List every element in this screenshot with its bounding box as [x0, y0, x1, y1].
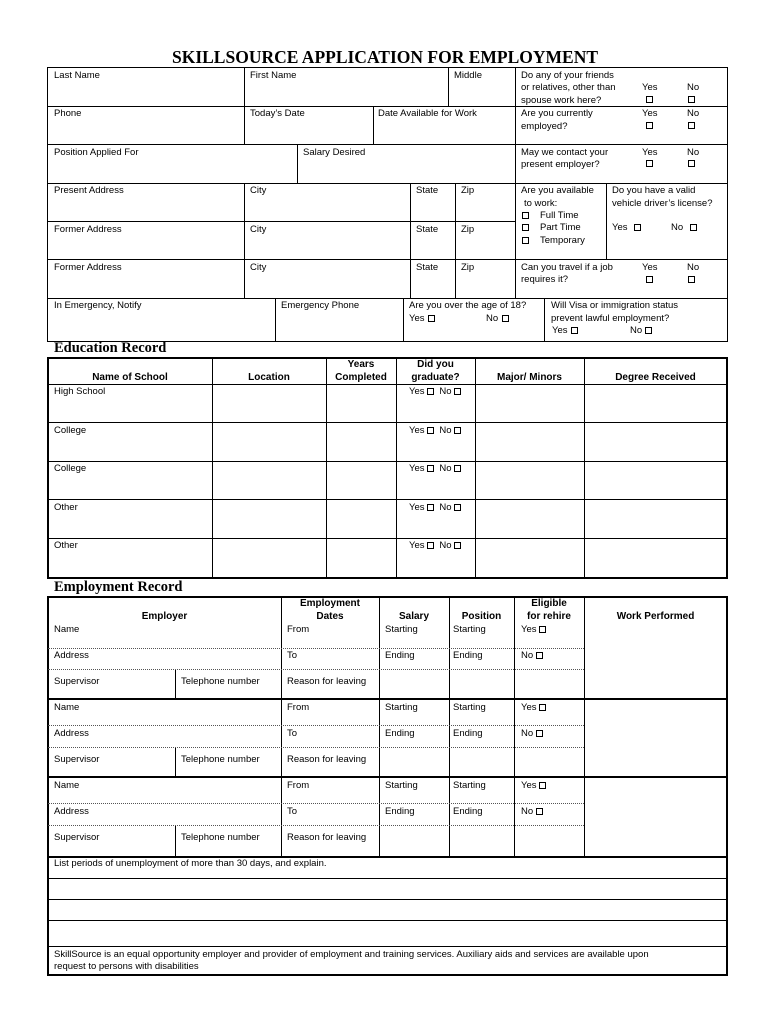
school-row-label: High School: [54, 386, 106, 397]
license-yes-checkbox[interactable]: [634, 224, 641, 231]
rehire-yes-option: [521, 780, 546, 793]
yes-label: Yes: [409, 313, 425, 324]
col-graduate: graduate?: [411, 372, 460, 383]
city-label: City: [250, 224, 267, 235]
col-employment: Employment: [299, 598, 360, 609]
yes-label: Yes: [552, 325, 568, 336]
graduated-option: [409, 425, 461, 438]
employed-question-line2: employed?: [521, 121, 568, 132]
travel-no-checkbox[interactable]: [688, 276, 695, 283]
col-employer: Employer: [141, 611, 188, 622]
no-label: No: [439, 502, 452, 513]
full-time-label: Full Time: [540, 210, 579, 221]
visa-question: Will Visa or immigration status: [551, 300, 679, 311]
full-time-checkbox[interactable]: [522, 212, 529, 219]
no-label: No: [521, 806, 534, 817]
reason-leaving-label: Reason for leaving: [287, 676, 367, 687]
to-label: To: [287, 728, 298, 739]
school-row-label: Other: [54, 540, 78, 551]
age-yes-checkbox[interactable]: [428, 315, 435, 322]
first-name-label: First Name: [250, 70, 297, 81]
col-for-rehire: for rehire: [527, 611, 571, 622]
rehire-yes-option: [521, 702, 546, 715]
no-label: No: [439, 463, 452, 474]
yes-label: Yes: [612, 222, 628, 233]
friends-question: Do any of your friends: [521, 70, 614, 81]
age-question: Are you over the age of 18?: [409, 300, 527, 311]
license-question: Do you have a valid: [612, 185, 696, 196]
state-label: State: [416, 224, 439, 235]
school-row-label: College: [54, 425, 87, 436]
unemployment-instructions: List periods of unemployment of more than 30 days, and explain.: [54, 858, 327, 869]
no-label: No: [439, 386, 452, 397]
starting-position-label: Starting: [453, 624, 486, 635]
no-label: No: [439, 540, 452, 551]
yes-label: Yes: [409, 540, 425, 551]
graduated-no-checkbox[interactable]: [454, 427, 461, 434]
employed-no-checkbox[interactable]: [688, 122, 695, 129]
rehire-no-option: [521, 806, 543, 819]
zip-label: Zip: [461, 185, 475, 196]
page-title: SKILLSOURCE APPLICATION FOR EMPLOYMENT: [171, 47, 599, 67]
rehire-yes-option: [521, 624, 546, 637]
yes-label: Yes: [642, 108, 658, 119]
rehire-yes-checkbox[interactable]: [539, 782, 546, 789]
visa-yes-checkbox[interactable]: [571, 327, 578, 334]
employer-name-label: Name: [54, 702, 80, 713]
starting-salary-label: Starting: [385, 702, 418, 713]
todays-date-label: Today’s Date: [250, 108, 305, 119]
emergency-phone-label: Emergency Phone: [281, 300, 360, 311]
date-available-label: Date Available for Work: [378, 108, 477, 119]
reason-leaving-label: Reason for leaving: [287, 754, 367, 765]
friends-yes-checkbox[interactable]: [646, 96, 653, 103]
graduated-no-checkbox[interactable]: [454, 388, 461, 395]
school-row-label: College: [54, 463, 87, 474]
employed-yes-checkbox[interactable]: [646, 122, 653, 129]
employer-address-label: Address: [54, 650, 89, 661]
part-time-label: Part Time: [540, 222, 581, 233]
ending-salary-label: Ending: [385, 650, 415, 661]
col-eligible: Eligible: [531, 598, 567, 609]
availability-question: Are you available: [521, 185, 594, 196]
ending-position-label: Ending: [453, 728, 483, 739]
yes-label: Yes: [642, 82, 658, 93]
rehire-no-checkbox[interactable]: [536, 808, 543, 815]
col-years-completed: Completed: [335, 372, 387, 383]
col-salary: Salary: [398, 611, 430, 622]
contact-question: May we contact your: [521, 147, 609, 158]
ending-salary-label: Ending: [385, 728, 415, 739]
salary-desired-label: Salary Desired: [303, 147, 366, 158]
present-address-label: Present Address: [54, 185, 124, 196]
graduated-no-checkbox[interactable]: [454, 542, 461, 549]
state-label: State: [416, 262, 439, 273]
phone-label: Phone: [54, 108, 82, 119]
col-degree-received: Degree Received: [615, 372, 696, 383]
to-label: To: [287, 806, 298, 817]
yes-label: Yes: [409, 425, 425, 436]
col-major-minors: Major/ Minors: [496, 372, 562, 383]
contact-question-line2: present employer?: [521, 159, 600, 170]
eeo-statement-line2: request to persons with disabilities: [54, 961, 199, 972]
employment-heading: Employment Record: [54, 579, 183, 595]
rehire-yes-checkbox[interactable]: [539, 704, 546, 711]
eeo-statement: SkillSource is an equal opportunity employer and provider of employment and training services. Auxiliary aids and services are available upon: [54, 949, 649, 960]
starting-salary-label: Starting: [385, 780, 418, 791]
yes-label: Yes: [642, 147, 658, 158]
col-work-performed: Work Performed: [616, 611, 695, 622]
graduated-yes-checkbox[interactable]: [427, 388, 434, 395]
employer-address-label: Address: [54, 728, 89, 739]
employer-name-label: Name: [54, 780, 80, 791]
yes-label: Yes: [642, 262, 658, 273]
no-label: No: [687, 82, 700, 93]
starting-position-label: Starting: [453, 780, 486, 791]
no-label: No: [687, 108, 700, 119]
yes-label: Yes: [521, 702, 537, 713]
no-label: No: [671, 222, 684, 233]
from-label: From: [287, 702, 310, 713]
no-label: No: [439, 425, 452, 436]
zip-label: Zip: [461, 224, 475, 235]
former-address-label: Former Address: [54, 262, 122, 273]
visa-question-line2: prevent lawful employment?: [551, 313, 670, 324]
graduated-yes-checkbox[interactable]: [427, 465, 434, 472]
temporary-checkbox[interactable]: [522, 237, 529, 244]
no-label: No: [687, 262, 700, 273]
license-no-checkbox[interactable]: [690, 224, 697, 231]
emergency-notify-label: In Emergency, Notify: [54, 300, 142, 311]
telephone-label: Telephone number: [181, 832, 260, 843]
yes-label: Yes: [521, 780, 537, 791]
city-label: City: [250, 262, 267, 273]
col-did-you: Did you: [417, 359, 454, 370]
no-label: No: [687, 147, 700, 158]
no-label: No: [521, 728, 534, 739]
travel-question: Can you travel if a job: [521, 262, 613, 273]
graduated-option: [409, 540, 461, 553]
education-heading: Education Record: [54, 340, 167, 356]
license-question-line2: vehicle driver’s license?: [612, 198, 713, 209]
yes-label: Yes: [409, 502, 425, 513]
graduated-yes-checkbox[interactable]: [427, 427, 434, 434]
visa-no-checkbox[interactable]: [645, 327, 652, 334]
yes-label: Yes: [409, 463, 425, 474]
graduated-option: [409, 386, 461, 399]
contact-yes-checkbox[interactable]: [646, 160, 653, 167]
telephone-label: Telephone number: [181, 754, 260, 765]
state-label: State: [416, 185, 439, 196]
graduated-yes-checkbox[interactable]: [427, 504, 434, 511]
from-label: From: [287, 780, 310, 791]
col-years: Years: [347, 359, 375, 370]
yes-label: Yes: [409, 386, 425, 397]
supervisor-label: Supervisor: [54, 676, 100, 687]
travel-yes-checkbox[interactable]: [646, 276, 653, 283]
starting-salary-label: Starting: [385, 624, 418, 635]
col-location: Location: [248, 372, 290, 383]
rehire-no-checkbox[interactable]: [536, 730, 543, 737]
former-address-label: Former Address: [54, 224, 122, 235]
friends-question-line2: or relatives, other than: [521, 82, 616, 93]
graduated-no-checkbox[interactable]: [454, 504, 461, 511]
no-label: No: [486, 313, 499, 324]
to-label: To: [287, 650, 298, 661]
no-label: No: [630, 325, 643, 336]
contact-no-checkbox[interactable]: [688, 160, 695, 167]
city-label: City: [250, 185, 267, 196]
availability-question-line2: to work:: [524, 198, 558, 209]
ending-position-label: Ending: [453, 806, 483, 817]
employer-address-label: Address: [54, 806, 89, 817]
supervisor-label: Supervisor: [54, 754, 100, 765]
school-row-label: Other: [54, 502, 78, 513]
ending-position-label: Ending: [453, 650, 483, 661]
friends-no-checkbox[interactable]: [688, 96, 695, 103]
rehire-yes-checkbox[interactable]: [539, 626, 546, 633]
col-position: Position: [461, 611, 502, 622]
from-label: From: [287, 624, 310, 635]
employed-question: Are you currently: [521, 108, 593, 119]
rehire-no-option: [521, 650, 543, 663]
travel-question-line2: requires it?: [521, 274, 568, 285]
reason-leaving-label: Reason for leaving: [287, 832, 367, 843]
position-applied-label: Position Applied For: [54, 147, 139, 158]
telephone-label: Telephone number: [181, 676, 260, 687]
ending-salary-label: Ending: [385, 806, 415, 817]
middle-label: Middle: [454, 70, 482, 81]
graduated-no-checkbox[interactable]: [454, 465, 461, 472]
yes-label: Yes: [521, 624, 537, 635]
age-no-checkbox[interactable]: [502, 315, 509, 322]
zip-label: Zip: [461, 262, 475, 273]
friends-question-line3: spouse work here?: [521, 95, 602, 106]
employer-name-label: Name: [54, 624, 80, 635]
temporary-label: Temporary: [540, 235, 585, 246]
no-label: No: [521, 650, 534, 661]
starting-position-label: Starting: [453, 702, 486, 713]
last-name-label: Last Name: [54, 70, 100, 81]
part-time-checkbox[interactable]: [522, 224, 529, 231]
rehire-no-checkbox[interactable]: [536, 652, 543, 659]
supervisor-label: Supervisor: [54, 832, 100, 843]
col-dates: Dates: [316, 611, 344, 622]
rehire-no-option: [521, 728, 543, 741]
graduated-option: [409, 502, 461, 515]
col-name-of-school: Name of School: [92, 372, 168, 383]
graduated-yes-checkbox[interactable]: [427, 542, 434, 549]
graduated-option: [409, 463, 461, 476]
